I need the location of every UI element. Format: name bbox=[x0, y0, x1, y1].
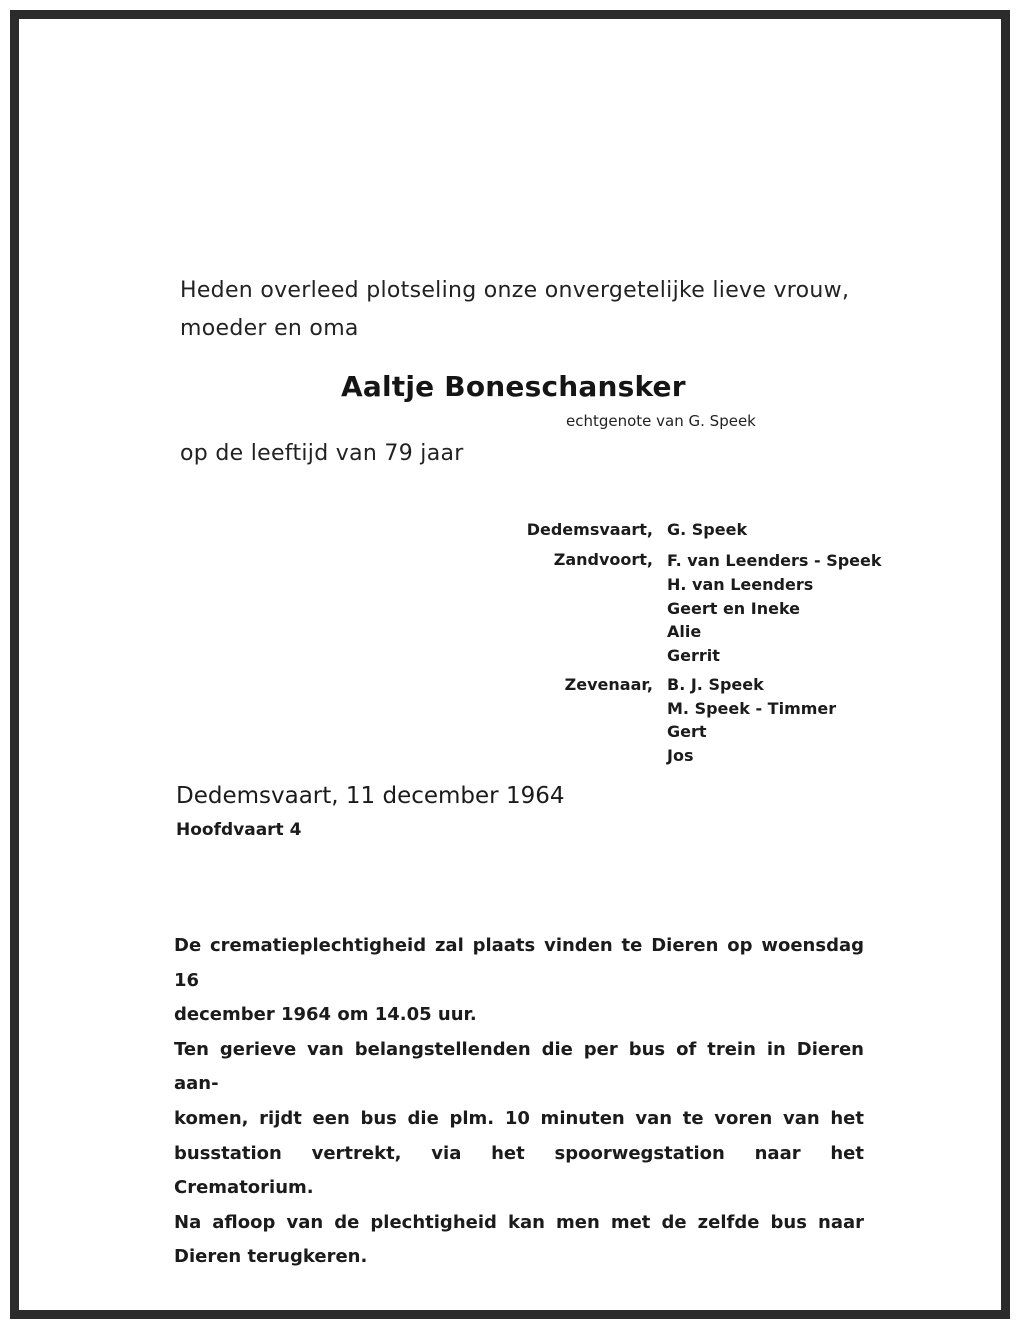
ceremony-paragraph bbox=[174, 929, 864, 1275]
family-member: F. van Leenders - Speek bbox=[667, 551, 882, 570]
family-member: B. J. Speek bbox=[667, 675, 764, 694]
family-member: M. Speek - Timmer bbox=[667, 699, 837, 718]
intro-line-2: moeder en oma bbox=[180, 316, 359, 341]
intro-line-1: Heden overleed plotseling onze onvergetelijke lieve vrouw, bbox=[180, 278, 850, 303]
address: Hoofdvaart 4 bbox=[176, 820, 302, 840]
family-place: Dedemsvaart, bbox=[526, 520, 653, 539]
ceremony-line: komen, rijdt een bus die plm. 10 minuten van te voren van het bbox=[174, 1107, 864, 1129]
ceremony-line: Dieren terugkeren. bbox=[174, 1246, 368, 1268]
ceremony-line: december 1964 om 14.05 uur. bbox=[174, 1004, 477, 1026]
family-member: H. van Leenders bbox=[667, 575, 814, 594]
ceremony-line: Na afloop van de plechtigheid kan men met de zelfde bus naar bbox=[174, 1211, 864, 1233]
spouse-line: echtgenote van G. Speek bbox=[566, 412, 756, 430]
family-member: Gert bbox=[667, 722, 707, 741]
place-date: Dedemsvaart, 11 december 1964 bbox=[176, 783, 565, 809]
age-line: op de leeftijd van 79 jaar bbox=[180, 441, 464, 466]
family-member: Alie bbox=[667, 622, 702, 641]
family-member: Gerrit bbox=[667, 646, 720, 665]
family-member: Geert en Ineke bbox=[667, 599, 801, 618]
family-member: G. Speek bbox=[667, 520, 748, 539]
deceased-name: Aaltje Boneschansker bbox=[341, 370, 686, 403]
ceremony-line: De crematieplechtigheid zal plaats vinden te Dieren op woensdag 16 bbox=[174, 935, 864, 991]
family-place: Zevenaar, bbox=[564, 675, 653, 694]
family-member: Jos bbox=[667, 746, 694, 765]
ceremony-line: busstation vertrekt, via het spoorwegstation naar het Crematorium. bbox=[174, 1142, 864, 1199]
ceremony-line: Ten gerieve van belangstellenden die per bus of trein in Dieren aan- bbox=[174, 1038, 864, 1095]
family-place: Zandvoort, bbox=[553, 550, 653, 569]
